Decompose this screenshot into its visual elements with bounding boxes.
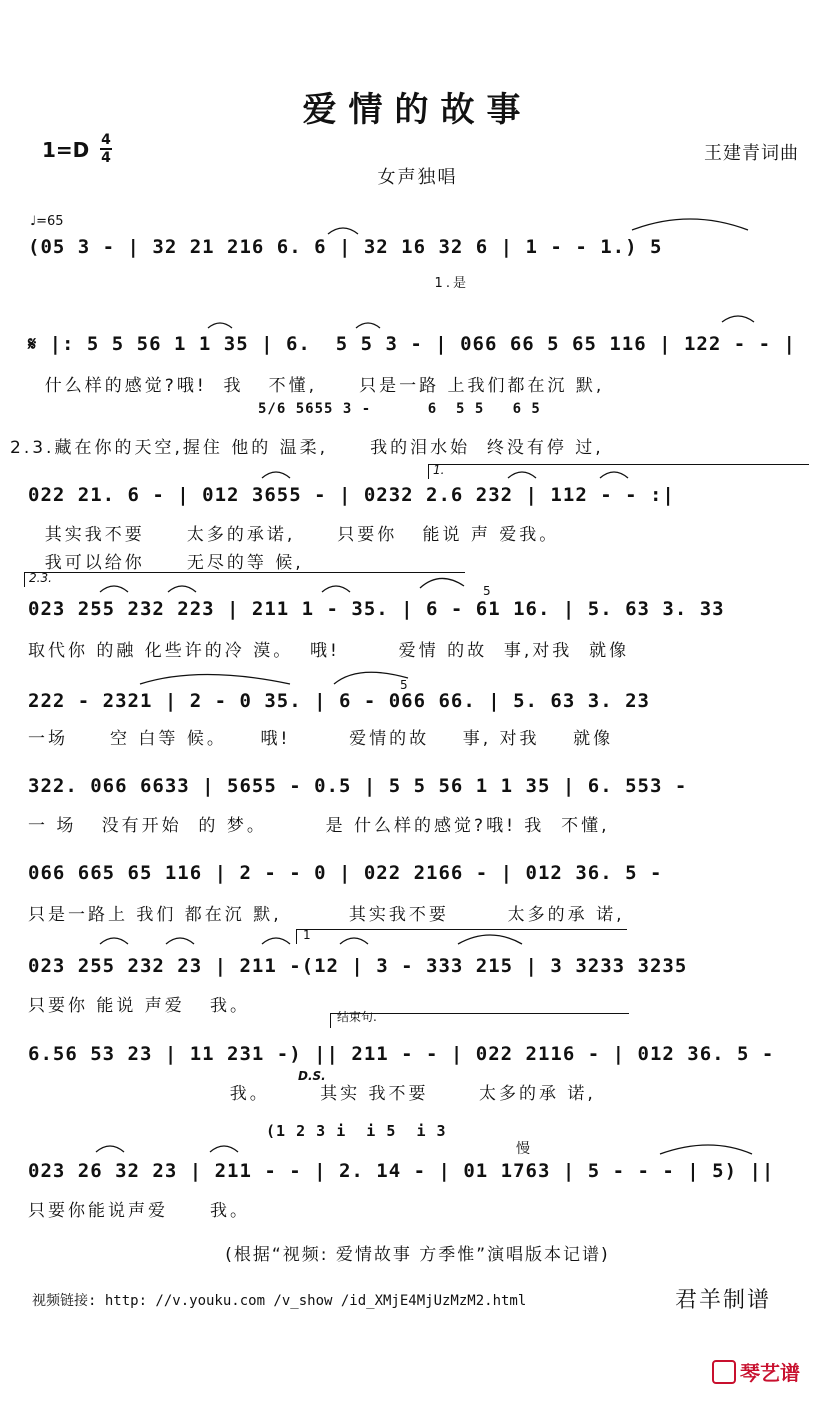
system-4-lyric-1: 取代你 的融 化些许的冷 漠。 哦! 爱情 的故 事,对我 就像 xyxy=(28,641,630,661)
tempo-marking: ♩=65 xyxy=(30,214,64,229)
system-6-lyric-1: 一 场 没有开始 的 梦。 是 什么样的感觉?哦! 我 不懂, xyxy=(28,816,610,836)
system-1-lyric-1: 1.是 xyxy=(28,276,469,291)
grace-note-1: 5 xyxy=(483,584,491,598)
slow-marking: 慢 xyxy=(516,1141,530,1157)
system-6-notes: 322. 066 6633 | 5655 - 0.5 | 5 5 56 1 1 35 | 6. 553 - xyxy=(28,775,688,797)
dal-segno-mark: D.S. xyxy=(298,1069,326,1083)
system-8-lyric-1: 只要你 能说 声爱 我。 xyxy=(28,996,251,1016)
system-3-lyric-1: 其实我不要 太多的承诺, 只要你 能说 声 爱我。 xyxy=(28,525,560,545)
logo-text: 琴艺谱 xyxy=(740,1361,800,1385)
page-title: 爱情的故事 xyxy=(302,90,533,130)
site-logo xyxy=(712,1357,800,1386)
system-7-notes: 066 665 65 116 | 2 - - 0 | 022 2166 - | 012 36. 5 - xyxy=(28,862,663,884)
composer-credit: 王建青词曲 xyxy=(704,143,799,164)
system-8-notes: 023 255 232 23 | 211 -(12 | 3 - 333 215 | 3 3233 3235 xyxy=(28,955,688,977)
performance-note: 女声独唱 xyxy=(377,167,458,188)
system-9-notes: 6.56 53 23 | 11 231 -) || 211 - - | 022 2116 - | 012 36. 5 - xyxy=(28,1043,775,1065)
system-5-notes: 222 - 2321 | 2 - 0 35. | 6 - 066 66. | 5. 63 3. 23 xyxy=(28,690,650,712)
volta-second-label: 2.3. xyxy=(29,571,52,585)
system-3-lyric-2: 我可以给你 无尽的等 候, xyxy=(28,553,304,573)
grace-note-2: 5 xyxy=(400,678,408,692)
system-2-grace-line: 5/6 5655 3 - 6 5 5 6 5 xyxy=(258,401,541,417)
volta-first-label: 1. xyxy=(433,463,445,477)
system-9-lyric-1: 我。 其实 我不要 太多的承 诺, xyxy=(28,1084,596,1104)
video-link[interactable]: 视频链接: http: //v.youku.com /v_show /id_XMjE4MjUzMzM2.html xyxy=(32,1293,527,1309)
system-5-lyric-1: 一场 空 白等 候。 哦! 爱情的故 事, 对我 就像 xyxy=(28,729,614,749)
system-2-lyric-2: 2.3.藏在你的天空,握住 他的 温柔, 我的泪水始 终没有停 过, xyxy=(10,438,604,458)
system-7-lyric-1: 只是一路上 我们 都在沉 默, 其实我不要 太多的承 诺, xyxy=(28,905,625,925)
system-2-lyric-1: 什么样的感觉?哦! 我 不懂, 只是一路 上我们都在沉 默, xyxy=(28,376,605,396)
logo-icon xyxy=(712,1360,736,1384)
system-3-notes: 022 21. 6 - | 012 3655 - | 0232 2.6 232 | 112 - - :| xyxy=(28,484,675,506)
source-note: (根据“视频: 爱情故事 方季惟”演唱版本记谱) xyxy=(225,1245,610,1265)
time-signature-bottom: 4 xyxy=(101,150,111,166)
volta-ending-one-label: 1 xyxy=(303,928,311,942)
alternate-melody-line: (1 2 3 i i 5 i 3 xyxy=(266,1122,447,1140)
system-4-notes: 023 255 232 223 | 211 1 - 35. | 6 - 61 16. | 5. 63 3. 33 xyxy=(28,598,725,620)
key-signature: 1=D xyxy=(42,138,90,162)
system-1-notes: (05 3 - | 32 21 216 6. 6 | 32 16 32 6 | 1 - - 1.) 5 xyxy=(28,236,663,258)
system-10-notes: 023 26 32 23 | 211 - - | 2. 14 - | 01 1763 | 5 - - - | 5) || xyxy=(28,1160,775,1182)
system-2-notes: 𝄋 |: 5 5 56 1 1 35 | 6. 5 5 3 - | 066 66 5 65 116 | 122 - - | xyxy=(28,333,796,355)
system-10-lyric-1: 只要你能说声爱 我。 xyxy=(28,1201,251,1221)
transcriber-signature: 君羊制谱 xyxy=(675,1288,772,1313)
ending-phrase-label: 结束句. xyxy=(337,1010,377,1024)
time-signature-top: 4 xyxy=(101,132,111,148)
